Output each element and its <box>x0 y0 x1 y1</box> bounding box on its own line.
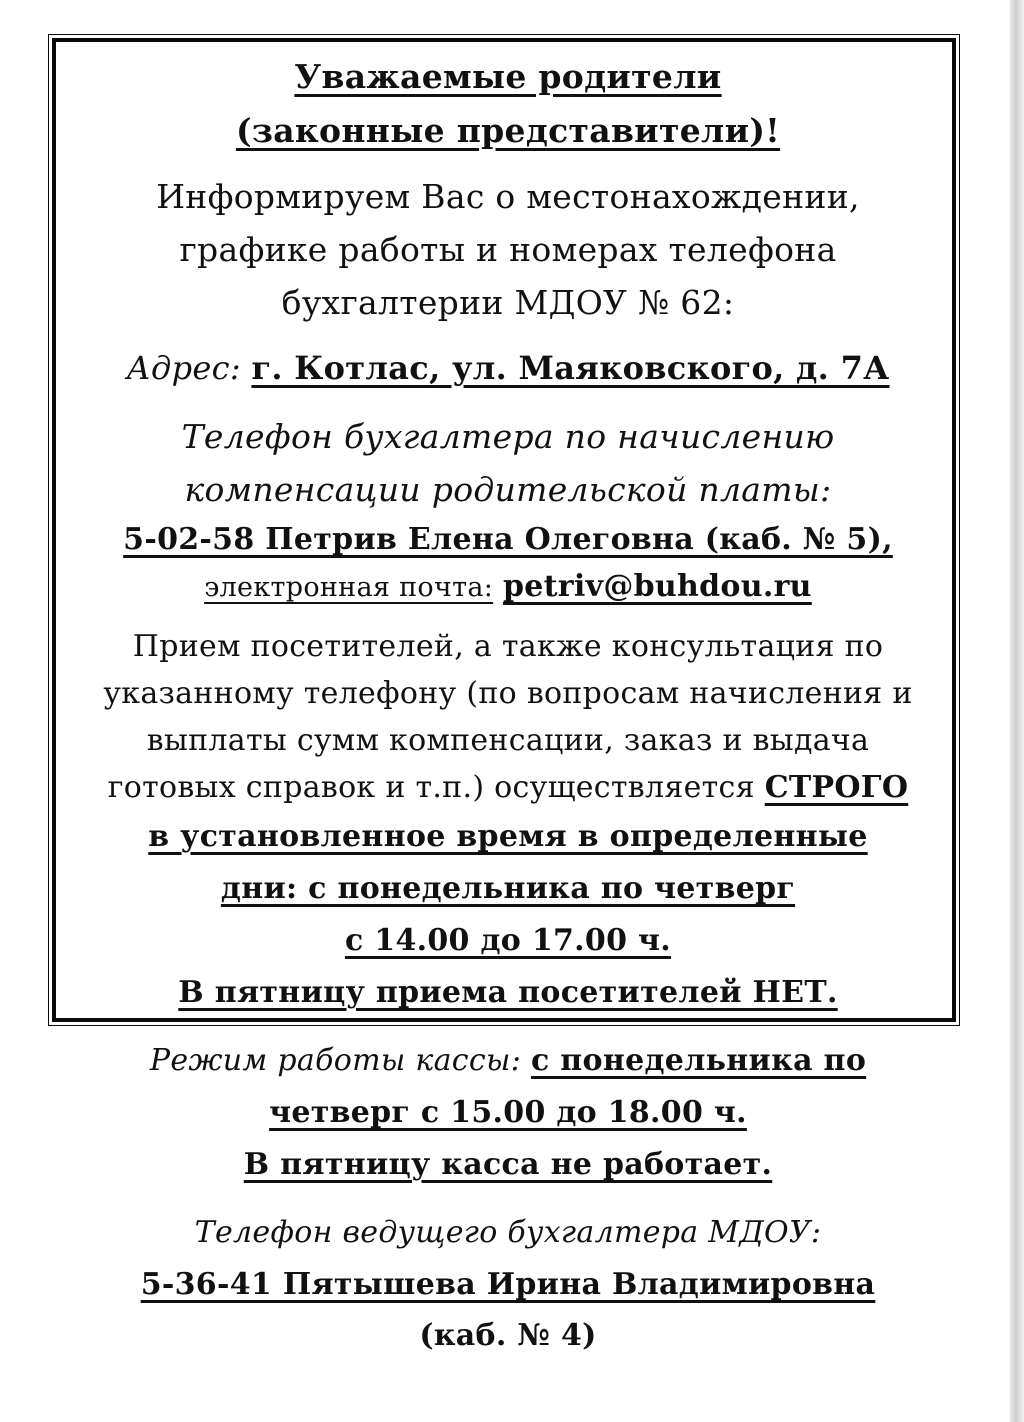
phone-contact-line <box>56 516 960 563</box>
intro-line-1: Информируем Вас о местонахождении, <box>156 177 860 216</box>
reception-friday: В пятницу приема посетителей НЕТ. <box>178 975 838 1010</box>
notice-title-part-1: Уважаемые родители <box>294 57 722 96</box>
title-line-1 <box>56 50 960 104</box>
cash-friday-line <box>56 1139 960 1191</box>
reception-bold-line-1 <box>56 811 960 863</box>
reception-bold-line-3 <box>56 915 960 967</box>
notice-title-part-2: (законные представители)! <box>235 111 781 150</box>
phone-label-line-1: Телефон бухгалтера по начислению <box>181 417 835 456</box>
cash-hours-1: с понедельника по <box>530 1043 867 1078</box>
lead-office: (каб. № 4) <box>419 1318 597 1353</box>
intro-line-3: бухгалтерии МДОУ № 62: <box>281 283 735 322</box>
address-value: г. Котлас, ул. Маяковского, д. 7А <box>251 349 890 387</box>
accountant-phone-contact: 5-02-58 Петрив Елена Олеговна (каб. № 5), <box>123 522 893 557</box>
reception-bold-line-2 <box>56 863 960 915</box>
reception-schedule-2: дни: с понедельника по четверг <box>220 871 796 906</box>
cash-line-1 <box>56 1035 960 1087</box>
cash-line-2 <box>56 1087 960 1139</box>
email-line <box>56 563 960 611</box>
address-line <box>56 345 960 392</box>
reception-hours: с 14.00 до 17.00 ч. <box>344 923 672 958</box>
reception-line-2: указанному телефону (по вопросам начисления и <box>103 676 913 711</box>
email-label: электронная почта: <box>204 572 494 603</box>
reception-schedule-1: в установленное время в определенные <box>148 819 868 854</box>
cash-hours-2: четверг с 15.00 до 18.00 ч. <box>269 1095 747 1130</box>
address-label: Адрес: <box>126 349 241 387</box>
reception-text: готовых справок и т.п.) осуществляется <box>107 770 755 805</box>
notice-content <box>56 44 960 1361</box>
cash-friday: В пятницу касса не работает. <box>243 1147 773 1182</box>
intro-line-2: графике работы и номерах телефона <box>179 230 837 269</box>
page-edge-shadow <box>1010 0 1024 1422</box>
lead-contact-line <box>56 1259 960 1311</box>
lead-label: Телефон ведущего бухгалтера МДОУ: <box>194 1215 822 1250</box>
title-line-2 <box>56 104 960 158</box>
cash-label: Режим работы кассы: <box>149 1043 522 1078</box>
lead-accountant-contact: 5-36-41 Пятышева Ирина Владимировна <box>140 1267 876 1302</box>
reception-strict: СТРОГО <box>764 770 909 805</box>
reception-friday-line <box>56 967 960 1019</box>
phone-label-line-2: компенсации родительской платы: <box>184 470 832 509</box>
reception-line-4 <box>56 764 960 811</box>
email-address[interactable]: petriv@buhdou.ru <box>502 569 812 604</box>
reception-line-1: Прием посетителей, а также консультация по <box>132 629 884 664</box>
reception-line-3: выплаты сумм компенсации, заказ и выдача <box>146 723 870 758</box>
